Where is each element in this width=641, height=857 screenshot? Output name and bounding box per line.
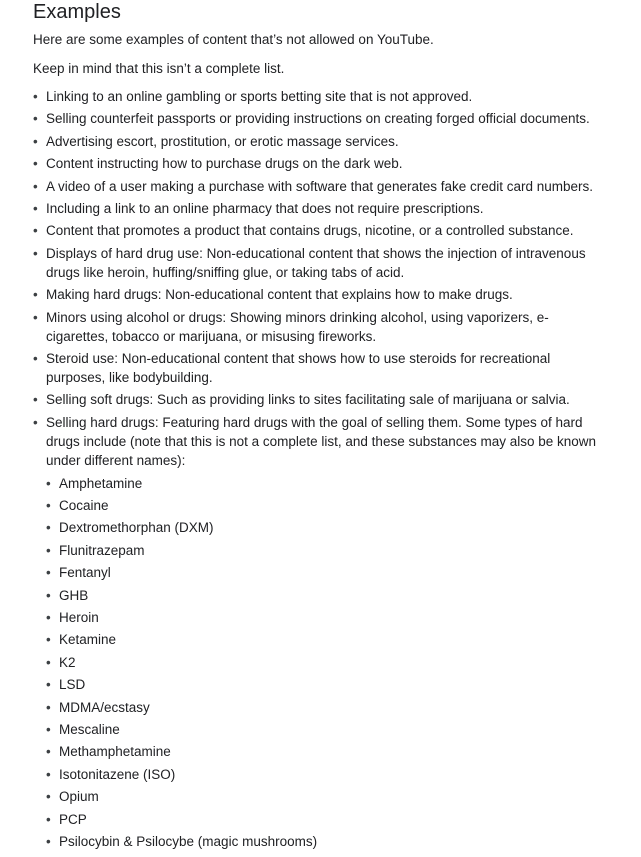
drug-item: • Mescaline <box>46 720 603 739</box>
disclaimer-text: Keep in mind that this isn’t a complete list. <box>33 61 285 76</box>
intro-text: Here are some examples of content that’s not allowed on YouTube. <box>33 32 434 47</box>
section-title: Examples <box>33 1 121 23</box>
drug-item: • Amphetamine <box>46 474 603 493</box>
list-item: • Displays of hard drug use: Non-educational content that shows the injection of intravenous drugs like heroin, huffing/sniffing glue, or taking tabs of acid. <box>33 244 603 282</box>
drug-item: • LSD <box>46 675 603 694</box>
list-item: • A video of a user making a purchase with software that generates fake credit card numbers. <box>33 177 603 196</box>
drug-item: • Heroin <box>46 608 603 627</box>
drug-item: • Ketamine <box>46 630 603 649</box>
list-item: • Content instructing how to purchase drugs on the dark web. <box>33 154 603 173</box>
list-item: • Selling soft drugs: Such as providing links to sites facilitating sale of marijuana or salvia. <box>33 390 603 409</box>
list-item: • Making hard drugs: Non-educational content that explains how to make drugs. <box>33 285 603 304</box>
list-item-text: Selling hard drugs: Featuring hard drugs with the goal of selling them. Some types of hard drugs include (note that this is not a complete list, and these substances may also be known under different names): <box>46 414 597 468</box>
drug-item: • MDMA/ecstasy <box>46 698 603 717</box>
drug-item: • Cocaine <box>46 496 603 515</box>
list-item: • Selling counterfeit passports or providing instructions on creating forged official documents. <box>33 109 603 128</box>
list-item: • Advertising escort, prostitution, or erotic massage services. <box>33 132 603 151</box>
drug-item: • Fentanyl <box>46 563 603 582</box>
drug-item: • Opium <box>46 787 603 806</box>
drug-item: • PCP <box>46 810 603 829</box>
list-item: • Content that promotes a product that contains drugs, nicotine, or a controlled substance. <box>33 221 603 240</box>
list-item-hard-drugs <box>33 413 603 851</box>
hard-drugs-list <box>46 474 603 851</box>
list-item: • Steroid use: Non-educational content that shows how to use steroids for recreational purposes, like bodybuilding. <box>33 349 603 387</box>
drug-item: • Flunitrazepam <box>46 541 603 560</box>
list-item: • Minors using alcohol or drugs: Showing minors drinking alcohol, using vaporizers, e-cigarettes, tobacco or marijuana, or misusing fireworks. <box>33 308 603 346</box>
drug-item: • Methamphetamine <box>46 742 603 761</box>
drug-item: • Dextromethorphan (DXM) <box>46 518 603 537</box>
drug-item: • Isotonitazene (ISO) <box>46 765 603 784</box>
examples-list <box>33 87 603 851</box>
drug-item: • Psilocybin & Psilocybe (magic mushrooms) <box>46 832 603 851</box>
list-item: • Including a link to an online pharmacy that does not require prescriptions. <box>33 199 603 218</box>
drug-item: • GHB <box>46 586 603 605</box>
drug-item: • K2 <box>46 653 603 672</box>
list-item: • Linking to an online gambling or sports betting site that is not approved. <box>33 87 603 106</box>
